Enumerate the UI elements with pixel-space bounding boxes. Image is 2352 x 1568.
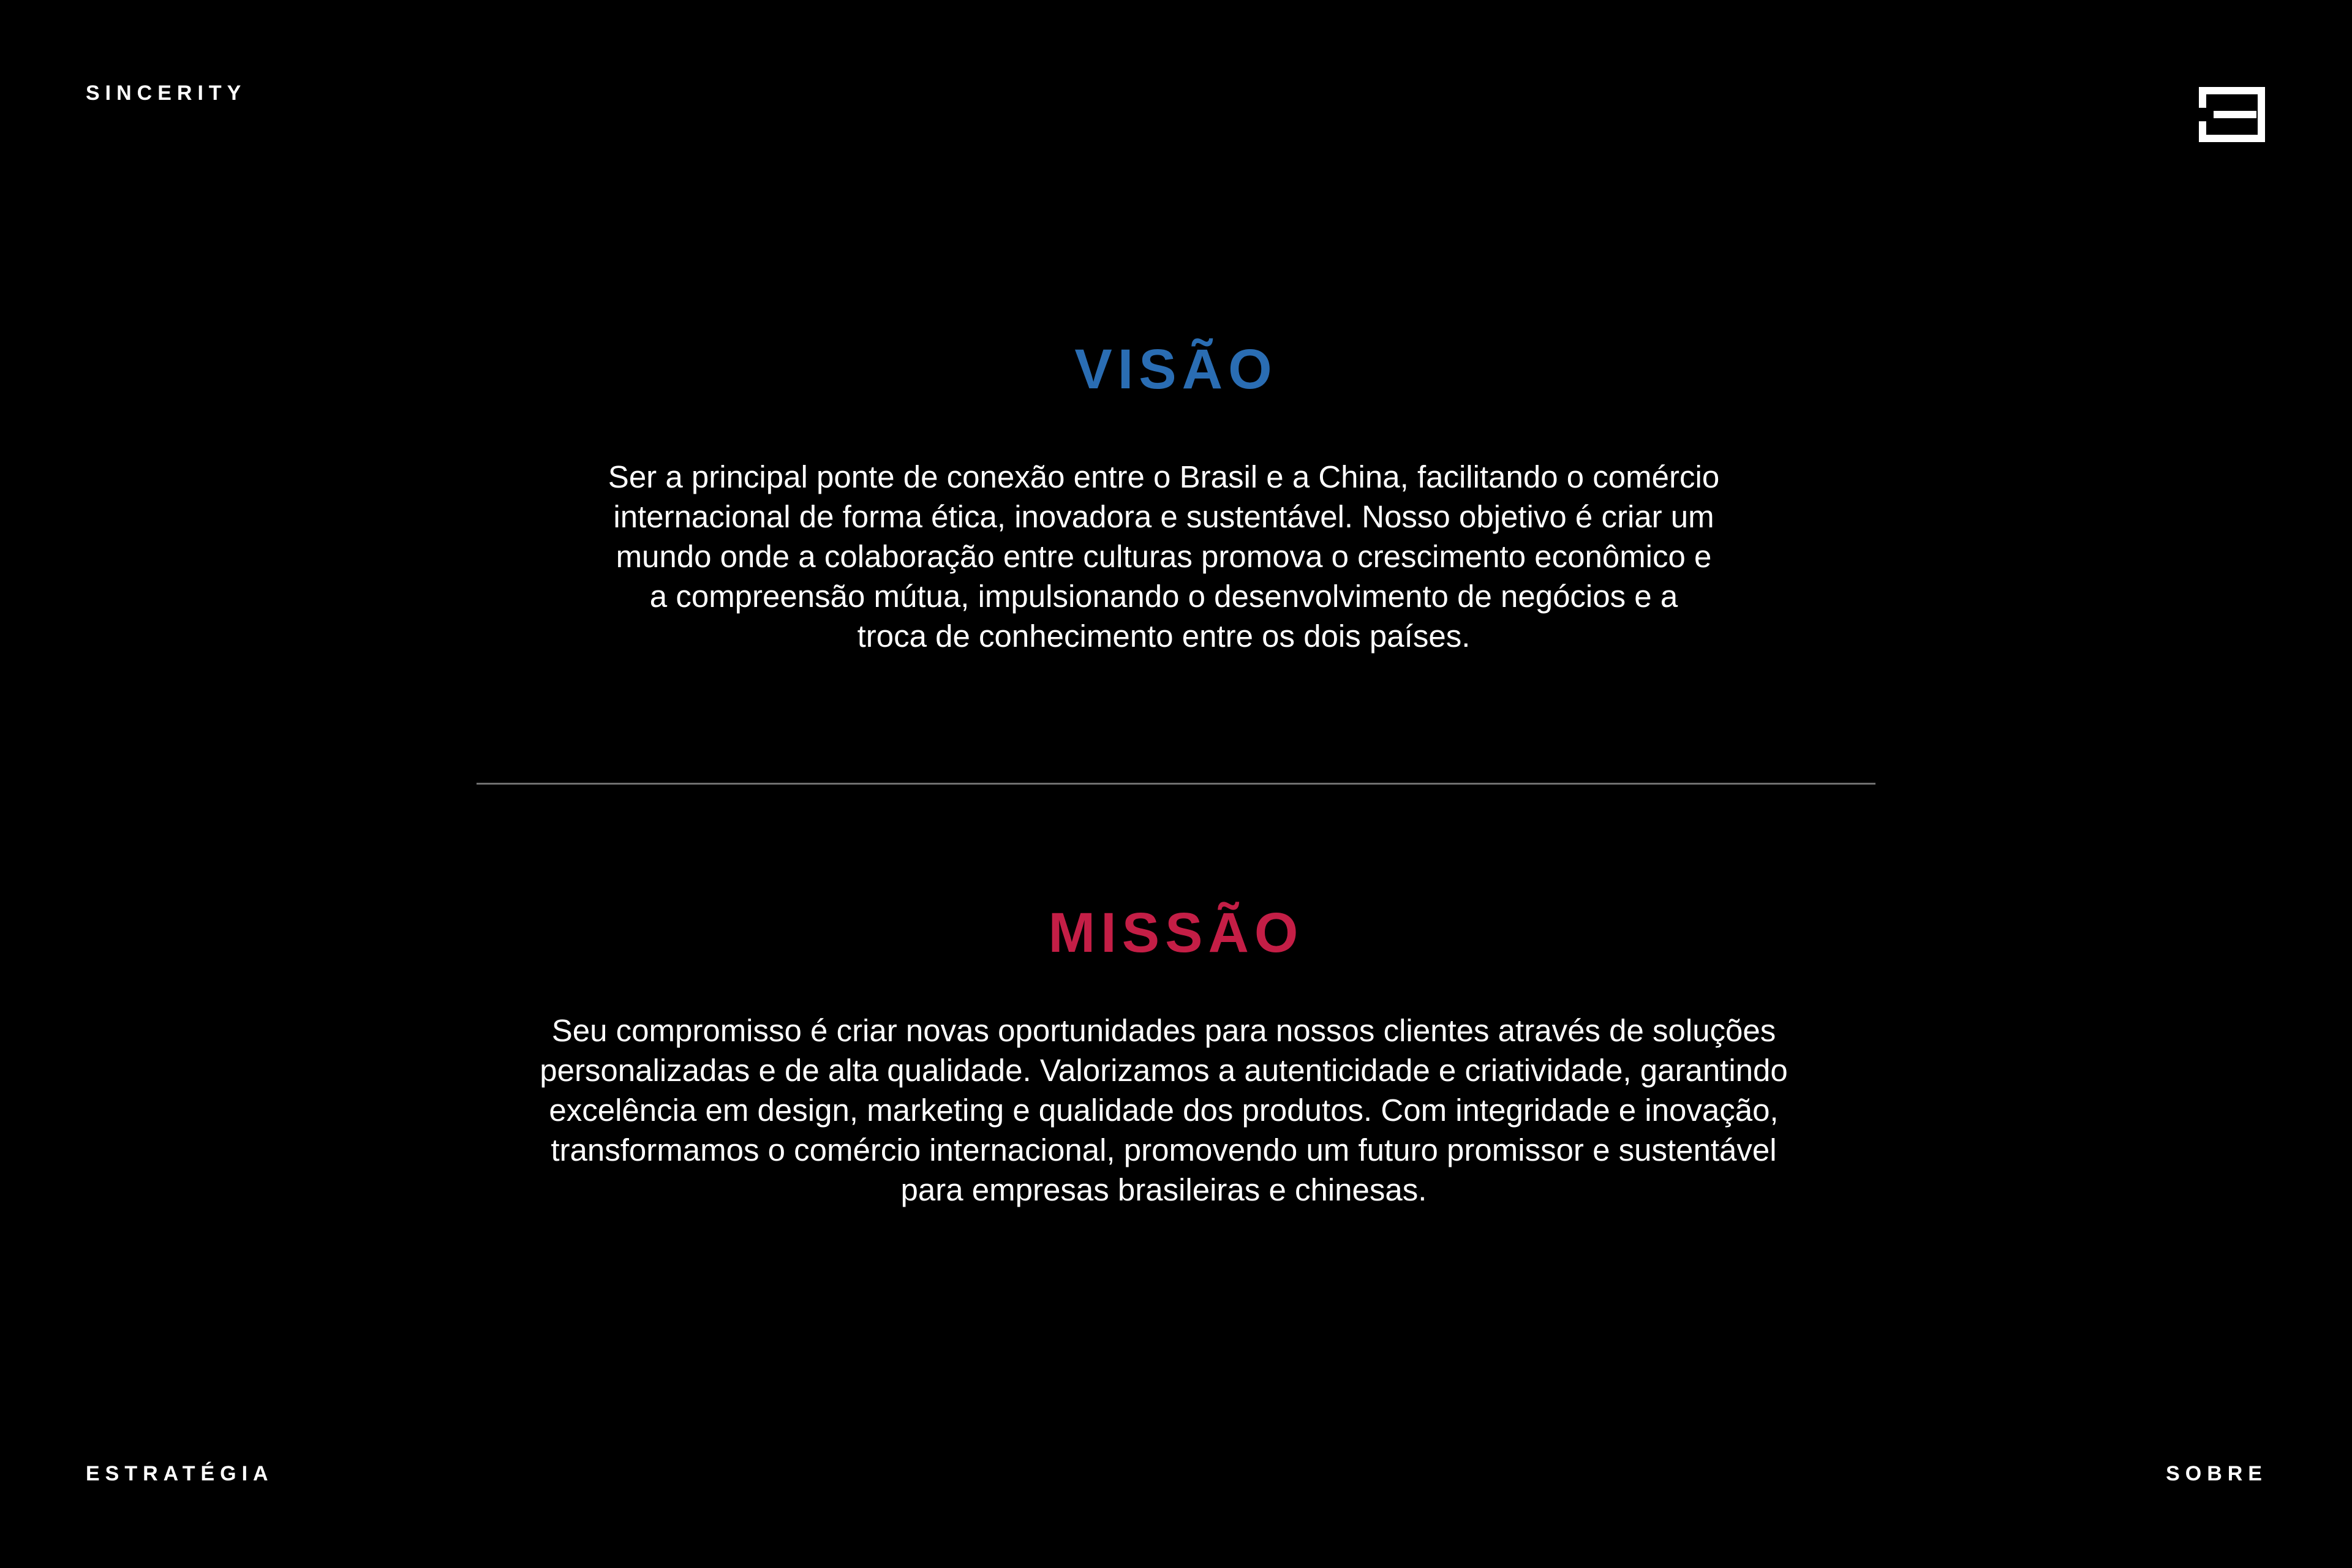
mission-title: MISSÃO	[1048, 902, 1304, 964]
mission-line: excelência em design, marketing e qualidade dos produtos. Com integridade e inovação,	[549, 1093, 1779, 1128]
footer-page-label: SOBRE	[2166, 1462, 2267, 1485]
vision-line: internacional de forma ética, inovadora e sustentável. Nosso objetivo é criar um	[613, 499, 1714, 534]
vision-line: Ser a principal ponte de conexão entre o Brasil e a China, facilitando o comércio	[608, 459, 1720, 494]
vision-line: a compreensão mútua, impulsionando o desenvolvimento de negócios e a	[649, 579, 1678, 614]
vision-title: VISÃO	[1074, 338, 1278, 401]
footer-section-label: ESTRATÉGIA	[86, 1462, 274, 1485]
vision-paragraph	[527, 457, 1801, 656]
mission-line: transformamos o comércio internacional, promovendo um futuro promissor e sustentável	[551, 1133, 1777, 1167]
vision-line: troca de conhecimento entre os dois países.	[857, 619, 1471, 654]
vision-line: mundo onde a colaboração entre culturas promova o crescimento econômico e	[616, 539, 1712, 574]
mission-line: personalizadas e de alta qualidade. Valorizamos a autenticidade e criatividade, garantindo	[540, 1053, 1788, 1088]
section-divider	[477, 783, 1875, 785]
mission-paragraph	[453, 1011, 1874, 1210]
bracket-box-logo-icon	[2196, 87, 2267, 142]
mission-line: para empresas brasileiras e chinesas.	[900, 1172, 1427, 1207]
brand-name: SINCERITY	[86, 81, 247, 105]
mission-line: Seu compromisso é criar novas oportunidades para nossos clientes através de soluções	[551, 1013, 1776, 1048]
